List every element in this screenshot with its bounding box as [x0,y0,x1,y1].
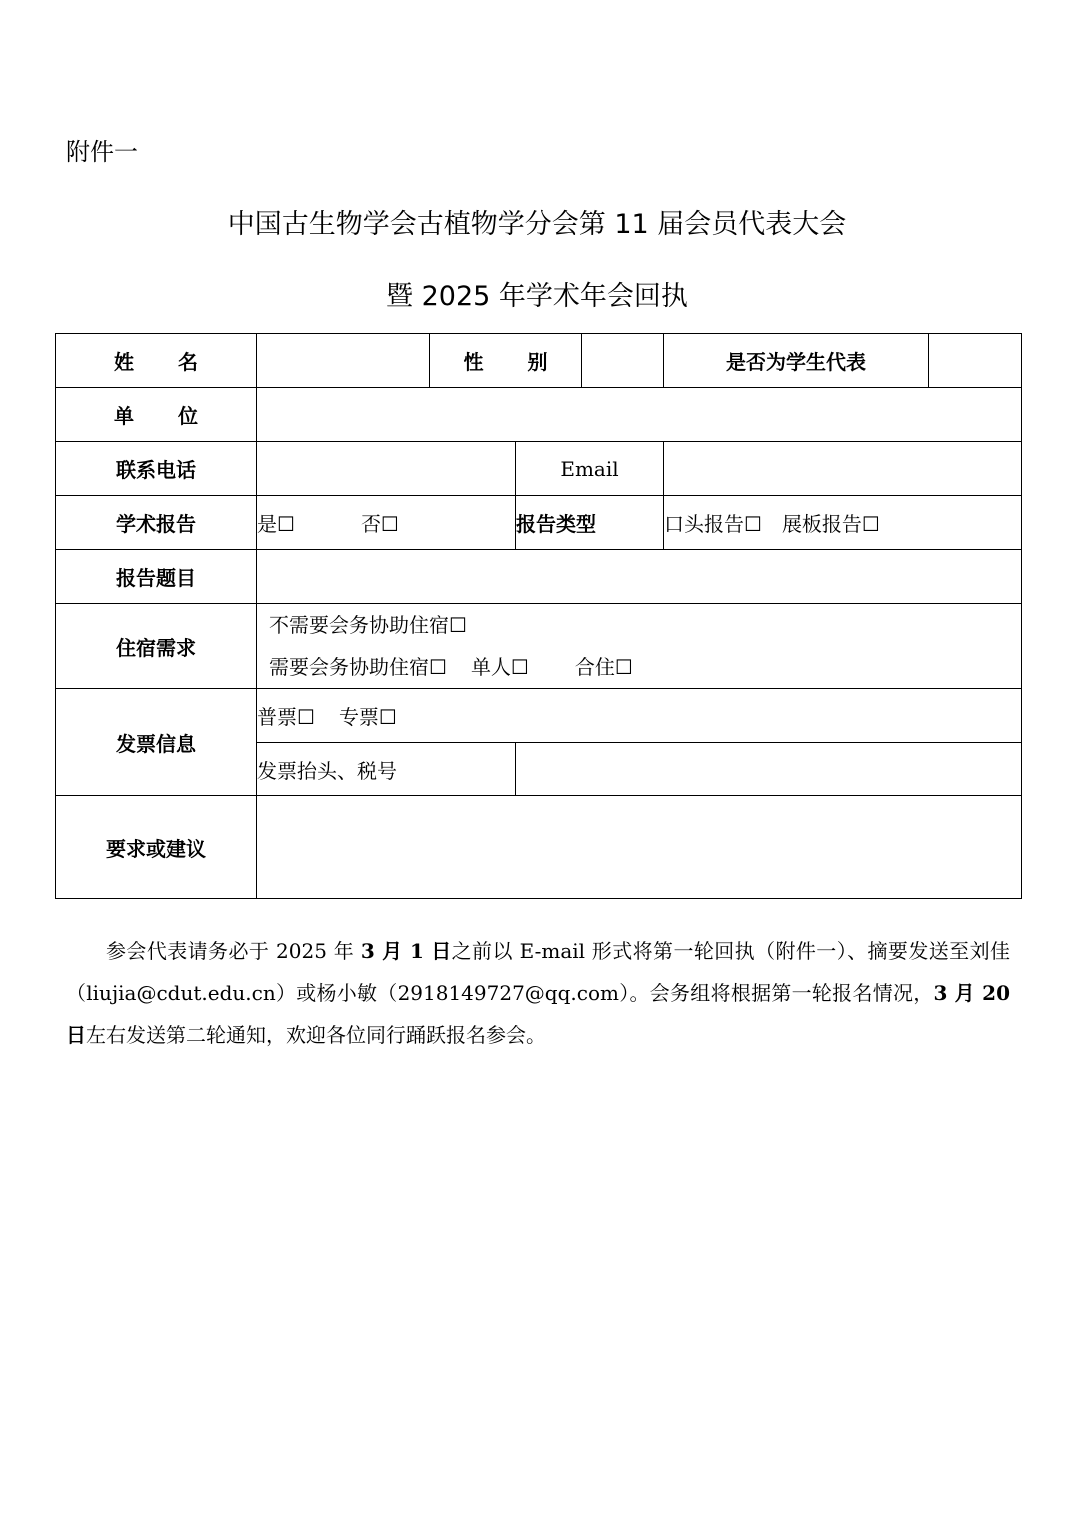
lodging-options [257,604,1022,689]
shared-room-checkbox[interactable]: 合住☐ [574,655,633,679]
student-rep-field[interactable] [929,334,1022,388]
gender-label: 性别 [430,334,582,388]
lodging-label: 住宿需求 [56,604,257,689]
report-type-label: 报告类型 [516,496,664,550]
deadline-date: 3 月 1 日 [360,939,452,963]
invoice-header-field[interactable] [516,743,1022,796]
unit-field[interactable] [257,388,1022,442]
need-lodging-checkbox[interactable]: 需要会务协助住宿☐ [269,655,447,679]
submission-note: 参会代表请务必于 2025 年 3 月 1 日之前以 E-mail 形式将第一轮回执（附件一）、摘要发送至刘佳（liujia@cdut.edu.cn）或杨小敏（2918149727@qq.com）。会务组将根据第一轮报名情况，3 月 20 日左右发送第二轮通知，欢迎各位同行踊跃报名参会。 [66,939,1010,1047]
oral-report-checkbox[interactable]: 口头报告☐ [664,512,762,536]
suggestion-field[interactable] [257,796,1022,899]
invoice-type-options [257,689,1022,743]
email-label: Email [516,442,664,496]
report-yes-checkbox[interactable]: 是☐ [257,512,295,536]
poster-report-checkbox[interactable]: 展板报告☐ [781,512,880,536]
single-room-checkbox[interactable]: 单人☐ [470,655,529,679]
name-label: 姓名 [56,334,257,388]
name-field[interactable] [257,334,430,388]
second-notice-date: 3 月 20 日 [66,981,1010,1047]
special-invoice-checkbox[interactable]: 专票☐ [338,705,397,729]
report-title-field[interactable] [257,550,1022,604]
academic-report-label: 学术报告 [56,496,257,550]
report-options [257,496,516,550]
invoice-label: 发票信息 [56,689,257,796]
page-subtitle: 暨 2025 年学术年会回执 [386,281,688,312]
email-field[interactable] [664,442,1022,496]
student-rep-label: 是否为学生代表 [664,334,929,388]
no-lodging-checkbox[interactable]: 不需要会务协助住宿☐ [269,613,467,637]
page-title: 中国古生物学会古植物学分会第 11 届会员代表大会 [227,209,847,240]
phone-label: 联系电话 [56,442,257,496]
report-title-label: 报告题目 [56,550,257,604]
unit-label: 单位 [56,388,257,442]
normal-invoice-checkbox[interactable]: 普票☐ [257,705,315,729]
gender-field[interactable] [582,334,664,388]
report-type-options [664,496,1022,550]
attachment-label: 附件一 [66,138,138,166]
invoice-header-label: 发票抬头、税号 [257,743,516,796]
report-no-checkbox[interactable]: 否☐ [360,512,399,536]
phone-field[interactable] [257,442,516,496]
suggestion-label: 要求或建议 [56,796,257,899]
registration-form [55,333,1022,899]
